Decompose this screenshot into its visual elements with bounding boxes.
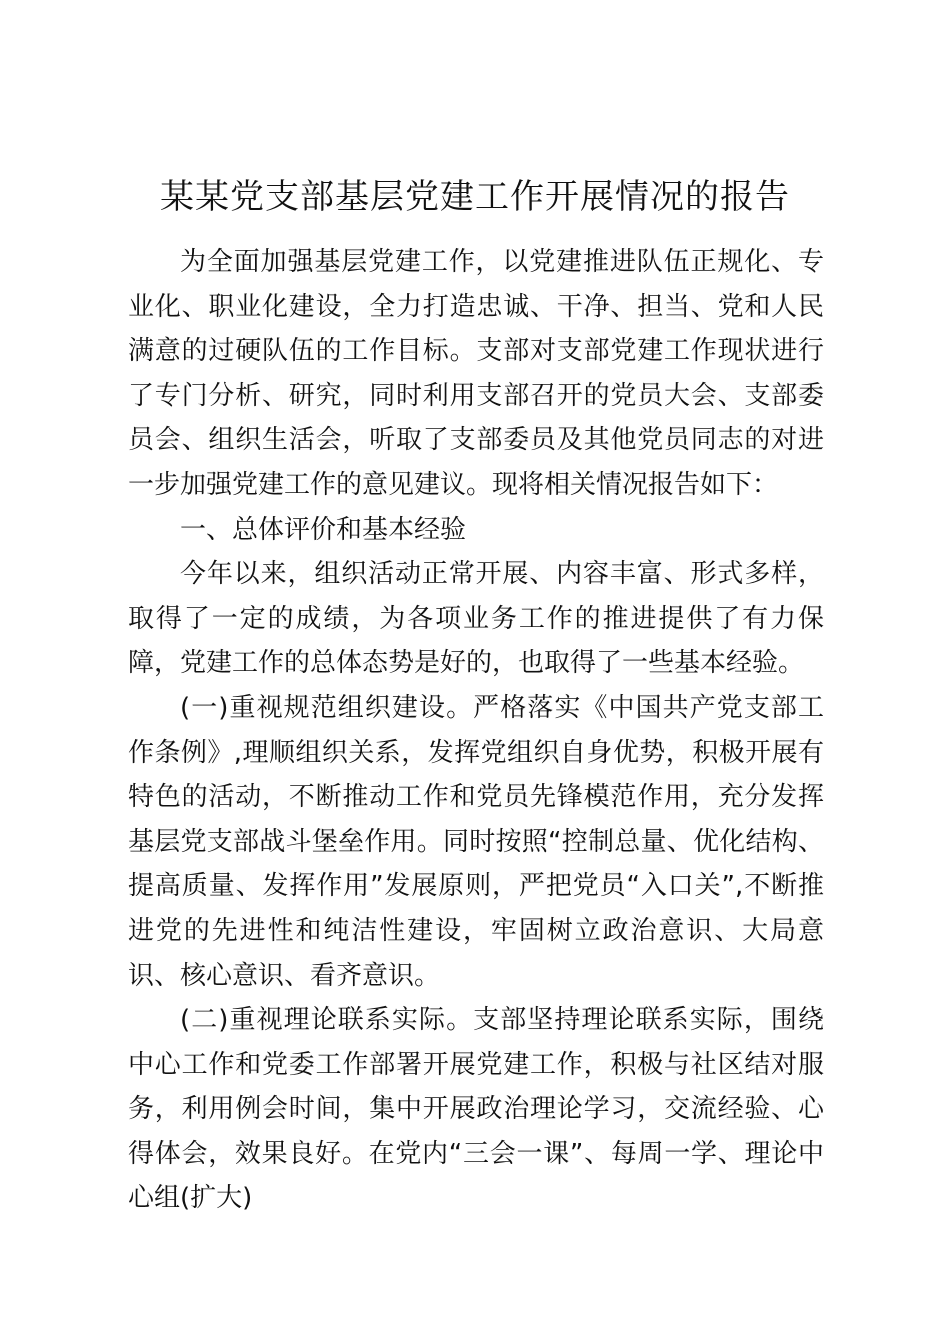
paragraph-item-1: (一)重视规范组织建设。严格落实《中国共产党支部工作条例》,理顺组织关系，发挥党组织自身优势，积极开展有特色的活动，不断推动工作和党员先锋模范作用，充分发挥基层党支部战斗堡垒作用。同时按照“控制总量、优化结构、提高质量、发挥作用”发展原则，严把党员“入口关”,不断推进党的先进性和纯洁性建设，牢固树立政治意识、大局意识、核心意识、看齐意识。 xyxy=(128,692,824,991)
section-heading-1: 一、总体评价和基本经验 xyxy=(180,514,467,545)
paragraph-summary: 今年以来，组织活动正常开展、内容丰富、形式多样，取得了一定的成绩，为各项业务工作的推进提供了有力保障，党建工作的总体态势是好的，也取得了一些基本经验。 xyxy=(128,559,824,679)
paragraph-intro: 为全面加强基层党建工作，以党建推进队伍正规化、专业化、职业化建设，全力打造忠诚、干净、担当、党和人民满意的过硬队伍的工作目标。支部对支部党建工作现状进行了专门分析、研究，同时利用支部召开的党员大会、支部委员会、组织生活会，听取了支部委员及其他党员同志的对进一步加强党建工作的意见建议。现将相关情况报告如下： xyxy=(128,247,824,500)
paragraph-item-2: (二)重视理论联系实际。支部坚持理论联系实际，围绕中心工作和党委工作部署开展党建工作，积极与社区结对服务，利用例会时间，集中开展政治理论学习，交流经验、心得体会，效果良好。在党内“三会一课”、每周一学、理论中心组(扩大) xyxy=(128,1005,824,1214)
document-body xyxy=(128,240,824,1221)
document-title: 某某党支部基层党建工作开展情况的报告 xyxy=(160,177,790,217)
